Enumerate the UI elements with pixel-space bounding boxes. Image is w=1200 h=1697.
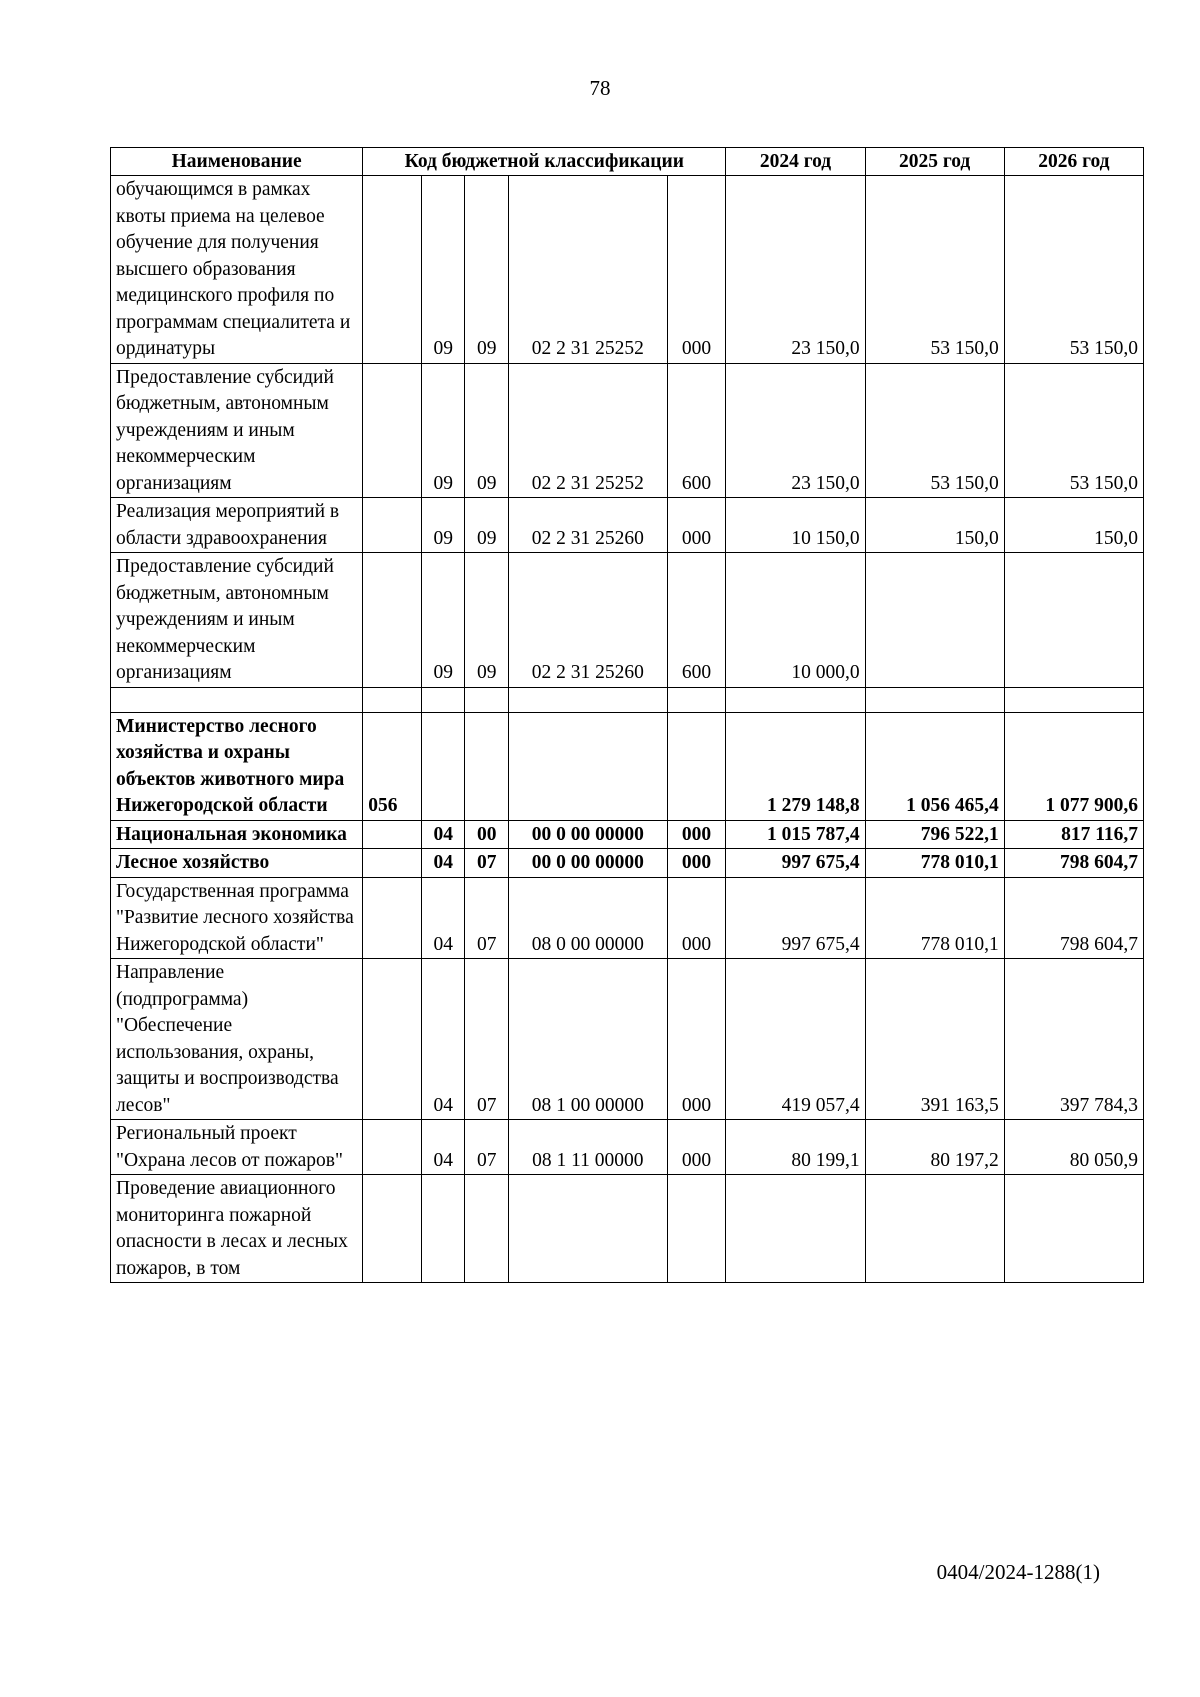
cell-2026: 53 150,0 [1004, 176, 1143, 364]
cell-subsection: 07 [465, 877, 508, 959]
cell-target-article [508, 1175, 667, 1283]
cell-2026: 798 604,7 [1004, 849, 1143, 878]
cell-target-article: 08 1 00 00000 [508, 959, 667, 1120]
cell-2026: 817 116,7 [1004, 820, 1143, 849]
cell-name: Направление (подпрограмма) "Обеспечение использования, охраны, защиты и воспроизводства лесов" [111, 959, 363, 1120]
header-code: Код бюджетной классификации [363, 148, 726, 176]
cell-subsection: 00 [465, 820, 508, 849]
cell-name: Государственная программа "Развитие лесного хозяйства Нижегородской области" [111, 877, 363, 959]
cell-grbs: 056 [363, 712, 422, 820]
budget-table [110, 147, 1144, 1283]
cell-expense-type: 600 [667, 553, 726, 688]
cell-2024 [726, 1175, 865, 1283]
cell-section: 09 [421, 363, 464, 498]
cell-section: 09 [421, 553, 464, 688]
cell-section [421, 712, 464, 820]
header-name: Наименование [111, 148, 363, 176]
cell-expense-type: 600 [667, 363, 726, 498]
table-header-row [111, 148, 1144, 176]
cell-expense-type [667, 1175, 726, 1283]
cell-2025: 796 522,1 [865, 820, 1004, 849]
cell-section: 04 [421, 877, 464, 959]
cell-expense-type [667, 687, 726, 712]
cell-target-article: 00 0 00 00000 [508, 849, 667, 878]
cell-2024: 23 150,0 [726, 363, 865, 498]
cell-name: Региональный проект "Охрана лесов от пожаров" [111, 1120, 363, 1175]
cell-subsection: 07 [465, 849, 508, 878]
page-number: 78 [589, 76, 611, 100]
cell-grbs [363, 687, 422, 712]
cell-subsection [465, 687, 508, 712]
cell-grbs [363, 363, 422, 498]
cell-section: 04 [421, 959, 464, 1120]
cell-2026: 798 604,7 [1004, 877, 1143, 959]
cell-2025: 53 150,0 [865, 363, 1004, 498]
cell-2026: 53 150,0 [1004, 363, 1143, 498]
cell-subsection: 09 [465, 498, 508, 553]
cell-2024 [726, 687, 865, 712]
cell-2026 [1004, 687, 1143, 712]
table-row [111, 849, 1144, 878]
cell-2025: 150,0 [865, 498, 1004, 553]
cell-2024: 419 057,4 [726, 959, 865, 1120]
table-row [111, 959, 1144, 1120]
cell-grbs [363, 498, 422, 553]
cell-target-article: 08 1 11 00000 [508, 1120, 667, 1175]
cell-grbs [363, 176, 422, 364]
cell-expense-type [667, 712, 726, 820]
cell-section: 04 [421, 849, 464, 878]
cell-name [111, 687, 363, 712]
cell-expense-type: 000 [667, 877, 726, 959]
cell-section [421, 1175, 464, 1283]
cell-target-article: 02 2 31 25252 [508, 363, 667, 498]
cell-2025 [865, 553, 1004, 688]
cell-2026: 397 784,3 [1004, 959, 1143, 1120]
cell-2025: 80 197,2 [865, 1120, 1004, 1175]
cell-2025 [865, 687, 1004, 712]
cell-name: обучающимся в рамках квоты приема на целевое обучение для получения высшего образования медицинского профиля по программам специалитета и ординатуры [111, 176, 363, 364]
cell-2024: 1 279 148,8 [726, 712, 865, 820]
cell-section: 04 [421, 820, 464, 849]
cell-subsection [465, 712, 508, 820]
table-body [111, 176, 1144, 1283]
cell-2024: 997 675,4 [726, 877, 865, 959]
cell-section [421, 687, 464, 712]
cell-target-article [508, 687, 667, 712]
cell-2024: 10 150,0 [726, 498, 865, 553]
cell-expense-type: 000 [667, 820, 726, 849]
cell-2024: 23 150,0 [726, 176, 865, 364]
cell-2024: 80 199,1 [726, 1120, 865, 1175]
header-2026: 2026 год [1004, 148, 1143, 176]
cell-name: Проведение авиационного мониторинга пожарной опасности в лесах и лесных пожаров, в том [111, 1175, 363, 1283]
cell-expense-type: 000 [667, 1120, 726, 1175]
cell-2024: 10 000,0 [726, 553, 865, 688]
cell-section: 09 [421, 498, 464, 553]
cell-grbs [363, 849, 422, 878]
table-row [111, 1175, 1144, 1283]
cell-2025: 53 150,0 [865, 176, 1004, 364]
cell-grbs [363, 820, 422, 849]
cell-2026: 1 077 900,6 [1004, 712, 1143, 820]
cell-2025: 1 056 465,4 [865, 712, 1004, 820]
cell-name: Предоставление субсидий бюджетным, автономным учреждениям и иным некоммерческим организациям [111, 363, 363, 498]
cell-subsection: 09 [465, 363, 508, 498]
header-2025: 2025 год [865, 148, 1004, 176]
cell-2024: 1 015 787,4 [726, 820, 865, 849]
cell-2026: 80 050,9 [1004, 1120, 1143, 1175]
cell-name: Министерство лесного хозяйства и охраны объектов животного мира Нижегородской области [111, 712, 363, 820]
cell-subsection: 09 [465, 553, 508, 688]
cell-expense-type: 000 [667, 498, 726, 553]
cell-2025: 391 163,5 [865, 959, 1004, 1120]
cell-2025: 778 010,1 [865, 877, 1004, 959]
cell-2025 [865, 1175, 1004, 1283]
cell-grbs [363, 1175, 422, 1283]
cell-2026 [1004, 553, 1143, 688]
document-code: 0404/2024-1288(1) [936, 1560, 1100, 1584]
cell-2025: 778 010,1 [865, 849, 1004, 878]
cell-subsection: 07 [465, 959, 508, 1120]
cell-subsection [465, 1175, 508, 1283]
cell-target-article: 02 2 31 25260 [508, 553, 667, 688]
cell-target-article: 02 2 31 25260 [508, 498, 667, 553]
header-2024: 2024 год [726, 148, 865, 176]
cell-target-article: 02 2 31 25252 [508, 176, 667, 364]
cell-name: Предоставление субсидий бюджетным, автономным учреждениям и иным некоммерческим организациям [111, 553, 363, 688]
table-row [111, 363, 1144, 498]
table-row [111, 877, 1144, 959]
cell-grbs [363, 959, 422, 1120]
cell-grbs [363, 1120, 422, 1175]
cell-target-article [508, 712, 667, 820]
spacer-row [111, 687, 1144, 712]
cell-expense-type: 000 [667, 959, 726, 1120]
cell-subsection: 09 [465, 176, 508, 364]
table-row [111, 553, 1144, 688]
cell-2026: 150,0 [1004, 498, 1143, 553]
cell-grbs [363, 877, 422, 959]
cell-subsection: 07 [465, 1120, 508, 1175]
cell-2026 [1004, 1175, 1143, 1283]
cell-section: 04 [421, 1120, 464, 1175]
cell-2024: 997 675,4 [726, 849, 865, 878]
cell-name: Реализация мероприятий в области здравоохранения [111, 498, 363, 553]
cell-expense-type: 000 [667, 176, 726, 364]
cell-section: 09 [421, 176, 464, 364]
table-row [111, 176, 1144, 364]
table-row [111, 712, 1144, 820]
cell-name: Национальная экономика [111, 820, 363, 849]
cell-target-article: 00 0 00 00000 [508, 820, 667, 849]
table-row [111, 820, 1144, 849]
cell-expense-type: 000 [667, 849, 726, 878]
table-row [111, 1120, 1144, 1175]
cell-target-article: 08 0 00 00000 [508, 877, 667, 959]
table-row [111, 498, 1144, 553]
cell-grbs [363, 553, 422, 688]
cell-name: Лесное хозяйство [111, 849, 363, 878]
